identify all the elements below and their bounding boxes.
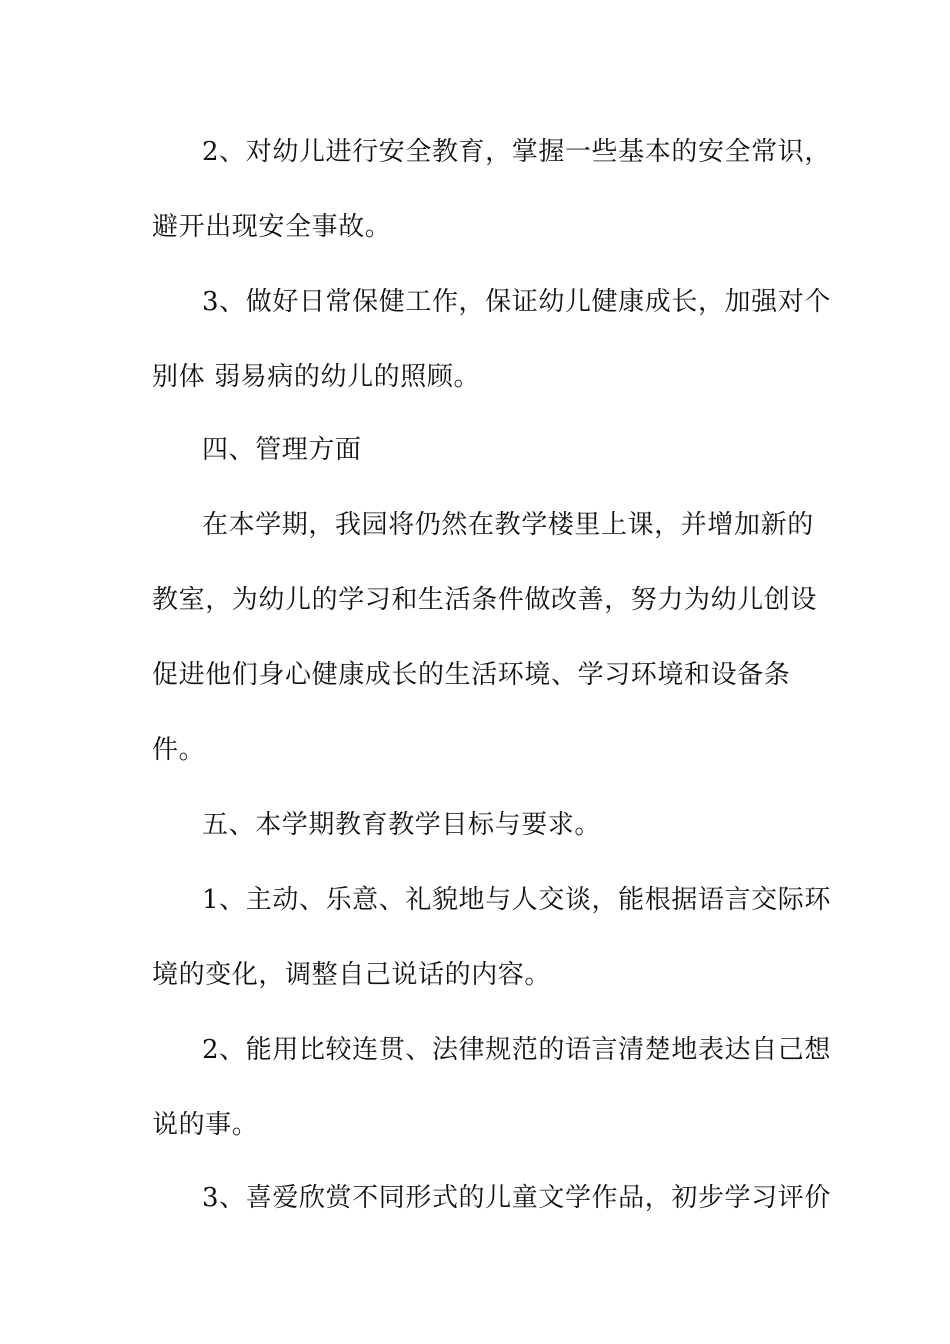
paragraph-line: 说的事。	[152, 1110, 259, 1140]
paragraph-line: 教室，为幼儿的学习和生活条件做改善，努力为幼儿创设	[152, 585, 818, 615]
section-heading: 五、本学期教育教学目标与要求。	[202, 810, 602, 840]
paragraph-line: 3、喜爱欣赏不同形式的儿童文学作品，初步学习评价	[202, 1183, 831, 1213]
paragraph-line: 境的变化，调整自己说话的内容。	[152, 960, 552, 990]
paragraph-line: 1、主动、乐意、礼貌地与人交谈，能根据语言交际环	[202, 885, 831, 915]
paragraph-line: 避开出现安全事故。	[152, 212, 392, 242]
paragraph-line: 别体 弱易病的幼儿的照顾。	[152, 362, 481, 392]
section-heading: 四、管理方面	[202, 435, 362, 465]
paragraph-line: 2、能用比较连贯、法律规范的语言清楚地表达自己想	[202, 1035, 831, 1065]
paragraph-line: 促进他们身心健康成长的生活环境、学习环境和设备条	[152, 660, 791, 690]
paragraph-line: 3、做好日常保健工作，保证幼儿健康成长，加强对个	[202, 287, 831, 317]
paragraph-line: 件。	[152, 735, 206, 765]
paragraph-line: 在本学期，我园将仍然在教学楼里上课，并增加新的	[202, 510, 814, 540]
paragraph-line: 2、对幼儿进行安全教育，掌握一些基本的安全常识，	[202, 137, 831, 167]
